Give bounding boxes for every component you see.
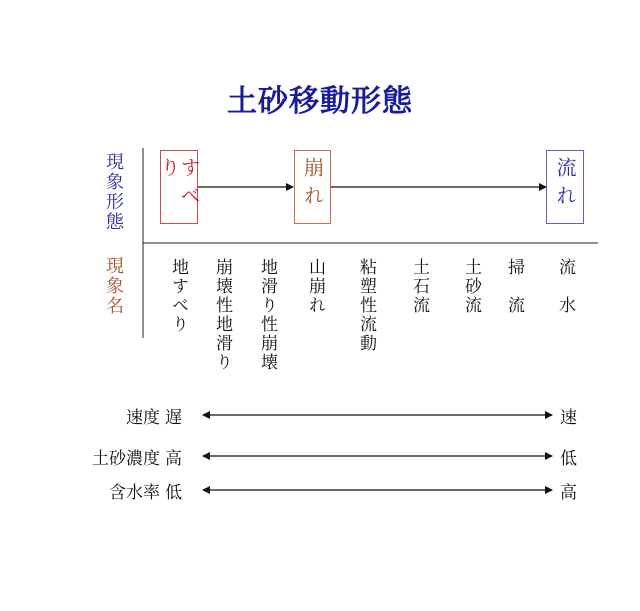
phenomenon-item: 土石流 <box>409 258 429 315</box>
velocity-end-value: 速 <box>560 408 577 428</box>
phenomenon-item: 掃 流 <box>504 258 524 315</box>
sediment-concentration-start-value: 高 <box>165 449 182 469</box>
phenomenon-form-label: 現象形態 <box>103 152 124 232</box>
form-box-flow <box>546 150 584 224</box>
form-box-slide <box>157 150 201 224</box>
phenomenon-item: 崩壊性地滑り <box>212 258 232 372</box>
form-flow-text: 流れ <box>553 157 577 213</box>
property-sediment-concentration-label: 土砂濃度 <box>92 449 160 469</box>
form-slide-text: すべり <box>157 157 201 213</box>
property-water-content-label: 含水率 <box>109 483 160 503</box>
phenomenon-item: 山崩れ <box>305 258 325 315</box>
water-content-end-value: 高 <box>560 483 577 503</box>
phenomenon-item: 粘塑性流動 <box>356 258 376 353</box>
phenomenon-item: 地滑り性崩壊 <box>257 258 277 372</box>
property-velocity-label: 速度 <box>126 408 160 428</box>
phenomenon-item: 土砂流 <box>461 258 481 315</box>
water-content-start-value: 低 <box>165 483 182 503</box>
diagram-title: 土砂移動形態 <box>227 84 413 119</box>
velocity-start-value: 遅 <box>165 408 182 428</box>
sediment-concentration-end-value: 低 <box>560 449 577 469</box>
form-collapse-text: 崩れ <box>300 157 325 213</box>
phenomenon-item: 地すべり <box>168 258 188 334</box>
phenomenon-name-label: 現象名 <box>103 256 124 316</box>
form-box-collapse <box>294 150 331 224</box>
phenomenon-item: 流 水 <box>555 258 575 315</box>
